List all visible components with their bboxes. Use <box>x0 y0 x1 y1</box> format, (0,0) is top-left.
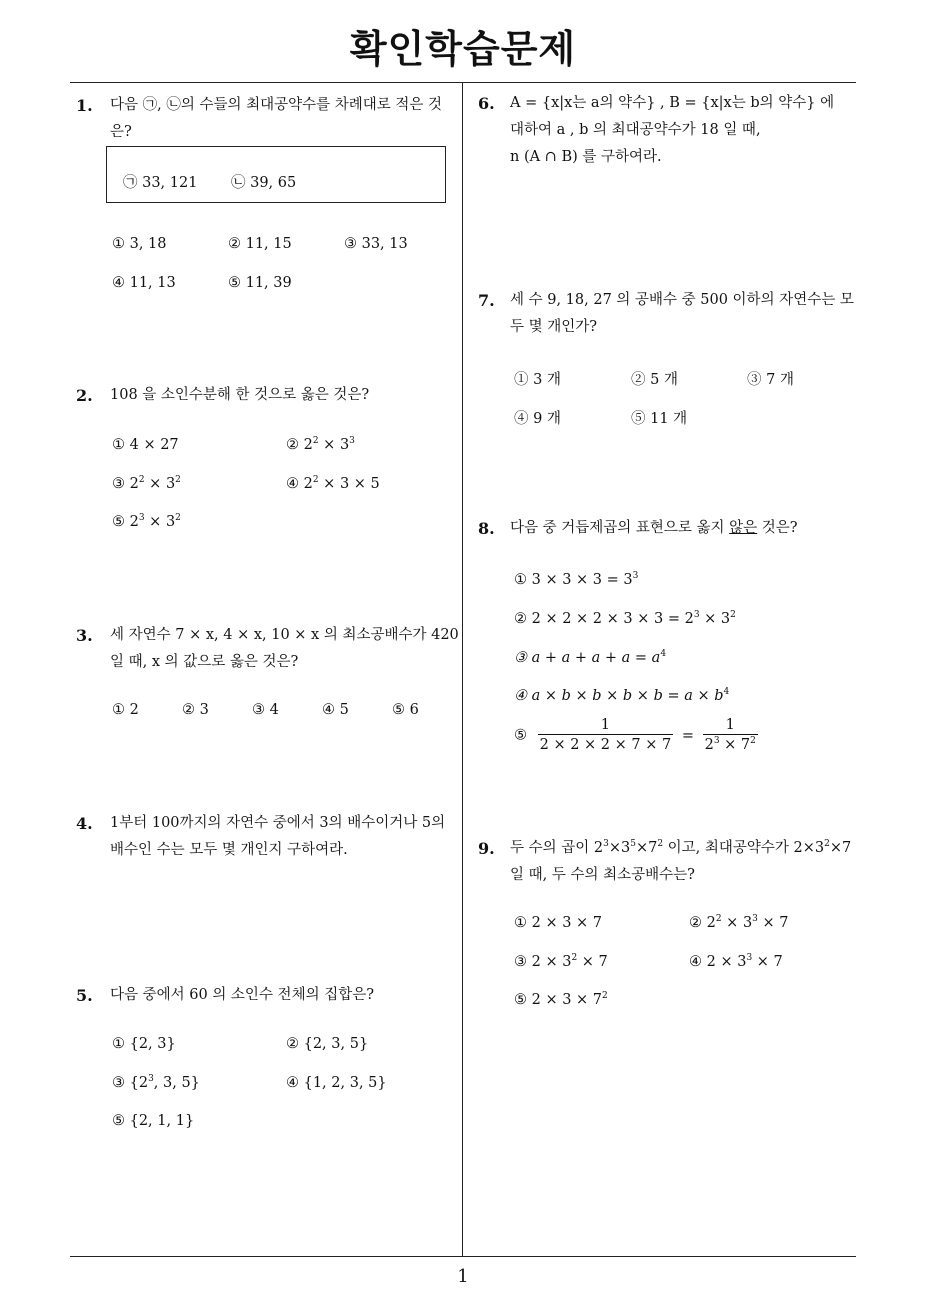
base: × 3 <box>318 437 350 453</box>
option-expression: ① 3 × 3 × 3 = 3 <box>514 572 633 588</box>
option-2[interactable] <box>514 611 736 627</box>
numerator: 1 <box>703 716 758 735</box>
exponent: 3 <box>693 610 700 620</box>
exponent: 3 <box>746 953 753 963</box>
option-label: ③ <box>112 476 130 492</box>
option-4[interactable] <box>514 688 729 704</box>
base: 2 <box>303 437 313 453</box>
option-5[interactable]: ⑤ {2, 1, 1} <box>112 1113 195 1129</box>
exponent: 2 <box>730 610 736 620</box>
option-label: ② <box>286 437 304 453</box>
exponent: 2 <box>750 736 756 746</box>
exponent: 2 <box>312 475 319 485</box>
question-text: 세 수 9, 18, 27 의 공배수 중 500 이하의 자연수는 모두 몇 개인가? <box>510 292 854 335</box>
exponent: 3 <box>138 513 145 523</box>
option-2[interactable] <box>689 915 789 931</box>
base: × 7 <box>719 737 751 753</box>
exponent: 2 <box>138 475 145 485</box>
option-1[interactable]: ① 3 개 <box>514 372 561 388</box>
base: 2 <box>129 476 139 492</box>
option-4[interactable] <box>286 476 380 492</box>
option-4[interactable] <box>689 954 783 970</box>
question-number: 6. <box>478 94 495 113</box>
base: 2 <box>704 737 714 753</box>
header-rule <box>70 82 856 83</box>
question-3 <box>76 622 460 676</box>
question-number: 5. <box>76 986 93 1005</box>
exponent: 2 <box>312 436 319 446</box>
question-9 <box>478 835 862 889</box>
exponent: 2 <box>715 914 722 924</box>
base: 2 <box>303 476 313 492</box>
option-label: ① <box>112 437 130 453</box>
option-4[interactable]: ④ 5 <box>322 702 349 718</box>
question-text-part: 두 수의 곱이 2 <box>510 840 604 856</box>
question-line-2: 일 때, 두 수의 최소공배수는? <box>510 867 695 883</box>
option-3[interactable] <box>514 954 608 970</box>
base: 2 <box>129 514 139 530</box>
question-text-part: ×7 <box>829 840 852 856</box>
question-text: 다음 중에서 60 의 소인수 전체의 집합은? <box>110 987 374 1003</box>
question-number: 7. <box>478 291 495 310</box>
exponent: 3 <box>632 571 639 581</box>
footer-rule <box>70 1256 856 1257</box>
option-1[interactable] <box>514 572 638 588</box>
option-2[interactable]: ② 3 <box>182 702 209 718</box>
question-number: 9. <box>478 839 495 858</box>
exponent: 2 <box>602 991 608 1001</box>
option-expression: , 3, 5} <box>153 1075 200 1091</box>
equals-sign: = <box>681 727 694 744</box>
question-text: 세 자연수 7 × x, 4 × x, 10 × x 의 최소공배수가 420 일 때, x 의 값으로 옳은 것은? <box>110 627 459 670</box>
question-8 <box>478 515 862 542</box>
question-4 <box>76 810 460 864</box>
question-text-part: 다음 중 거듭제곱의 표현으로 옳지 <box>510 520 730 536</box>
question-7 <box>478 287 862 341</box>
option-2[interactable]: ② 5 개 <box>631 372 678 388</box>
option-label: ⑤ <box>112 514 130 530</box>
option-2[interactable] <box>286 437 355 453</box>
option-5[interactable]: ⑤ 11, 39 <box>228 275 292 291</box>
given-box <box>106 146 446 203</box>
option-expression: ③ a + a + a + a = a <box>514 650 661 666</box>
question-1 <box>76 92 456 146</box>
base: × 3 × 5 <box>318 476 380 492</box>
question-line-3: n (A ∩ B) 를 구하여라. <box>510 149 662 165</box>
question-number: 4. <box>76 814 93 833</box>
question-text-part: ×7 <box>635 840 658 856</box>
option-expression: ⑤ 2 × 3 × 7 <box>514 992 603 1008</box>
exponent: 3 <box>148 1074 154 1084</box>
base: × 3 <box>144 476 176 492</box>
question-number: 3. <box>76 626 93 645</box>
option-1[interactable]: ① 3, 18 <box>112 236 167 252</box>
option-3[interactable] <box>514 650 666 666</box>
exponent: 3 <box>603 839 609 849</box>
exponent: 3 <box>752 914 758 924</box>
option-expression: ④ a × b × b × b × b = a × b <box>514 688 724 704</box>
option-3[interactable]: ③ 7 개 <box>747 372 794 388</box>
question-text-part: 이고, 최대공약수가 2×3 <box>663 840 825 856</box>
question-6 <box>478 90 862 171</box>
option-expression: ④ 2 × 3 <box>689 954 747 970</box>
option-expression: ③ {2 <box>112 1075 149 1091</box>
fraction-left <box>538 716 674 755</box>
question-text: 1부터 100까지의 자연수 중에서 3의 배수이거나 5의 배수인 수는 모두 몇 개인지 구하여라. <box>110 815 446 858</box>
option-3[interactable]: ③ 4 <box>252 702 279 718</box>
underlined-word: 않은 <box>729 520 758 536</box>
option-3[interactable] <box>112 476 181 492</box>
option-5[interactable] <box>112 514 181 530</box>
option-expression: × 7 <box>577 954 608 970</box>
question-number: 8. <box>478 519 495 538</box>
question-5 <box>76 982 460 1009</box>
question-line-1 <box>510 835 862 862</box>
option-1[interactable]: ① 2 <box>112 702 139 718</box>
option-3[interactable] <box>112 1075 200 1091</box>
column-divider <box>462 82 463 1257</box>
option-5[interactable]: ⑤ 6 <box>392 702 419 718</box>
exponent: 3 <box>713 736 720 746</box>
option-2[interactable]: ② 11, 15 <box>228 236 292 252</box>
fraction-right <box>703 716 758 755</box>
base: × 3 <box>144 514 176 530</box>
option-2[interactable]: ② {2, 3, 5} <box>286 1036 369 1052</box>
option-5[interactable]: ⑤ 11 개 <box>631 411 688 427</box>
option-label: ④ <box>286 476 304 492</box>
option-expression: × 3 <box>699 611 731 627</box>
option-expression: × 7 <box>757 915 789 931</box>
page-number: 1 <box>457 1266 469 1287</box>
option-4[interactable]: ④ 9 개 <box>514 411 561 427</box>
question-number: 1. <box>76 96 93 115</box>
option-expression: × 3 <box>721 915 753 931</box>
option-expression: ② 2 <box>689 915 716 931</box>
numerator: 1 <box>538 716 674 735</box>
option-5[interactable] <box>514 992 608 1008</box>
question-number: 2. <box>76 386 93 405</box>
exponent: 2 <box>571 953 578 963</box>
option-5[interactable] <box>514 716 758 755</box>
exponent: 5 <box>630 839 636 849</box>
exponent: 2 <box>824 839 830 849</box>
option-3[interactable]: ③ 33, 13 <box>344 236 408 252</box>
question-text: 다음 ㉠, ㉡의 수들의 최대공약수를 차례대로 적은 것은? <box>110 97 443 140</box>
question-line-1: A = {x|x는 a의 약수} , B = {x|x는 b의 약수} 에 <box>510 95 835 111</box>
denominator <box>703 735 758 755</box>
question-text-part: ×3 <box>608 840 631 856</box>
question-line-2: 대하여 a , b 의 최대공약수가 18 일 때, <box>510 122 761 138</box>
question-2 <box>76 382 456 409</box>
box-item-a: ㉠ 33, 121 <box>123 175 198 191</box>
exponent: 4 <box>660 649 667 659</box>
option-label: ⑤ <box>514 727 527 744</box>
exponent: 2 <box>175 513 181 523</box>
question-text: 108 을 소인수분해 한 것으로 옳은 것은? <box>110 387 370 403</box>
denominator: 2 × 2 × 2 × 7 × 7 <box>539 737 672 753</box>
exponent: 2 <box>657 839 664 849</box>
option-4[interactable]: ④ {1, 2, 3, 5} <box>286 1075 387 1091</box>
exponent: 4 <box>723 687 730 697</box>
page-title: 확인학습문제 <box>349 27 577 71</box>
exponent: 2 <box>175 475 181 485</box>
option-expression: 4 × 27 <box>129 437 179 453</box>
question-text-part: 것은? <box>757 520 798 536</box>
question-text <box>510 515 862 542</box>
box-item-b: ㉡ 39, 65 <box>231 175 297 191</box>
option-expression: ② 2 × 2 × 2 × 3 × 3 = 2 <box>514 611 694 627</box>
exponent: 3 <box>349 436 355 446</box>
option-expression: × 7 <box>752 954 783 970</box>
option-1[interactable] <box>112 437 179 453</box>
option-expression: ③ 2 × 3 <box>514 954 572 970</box>
option-1[interactable]: ① 2 × 3 × 7 <box>514 915 603 931</box>
option-1[interactable]: ① {2, 3} <box>112 1036 176 1052</box>
option-4[interactable]: ④ 11, 13 <box>112 275 176 291</box>
